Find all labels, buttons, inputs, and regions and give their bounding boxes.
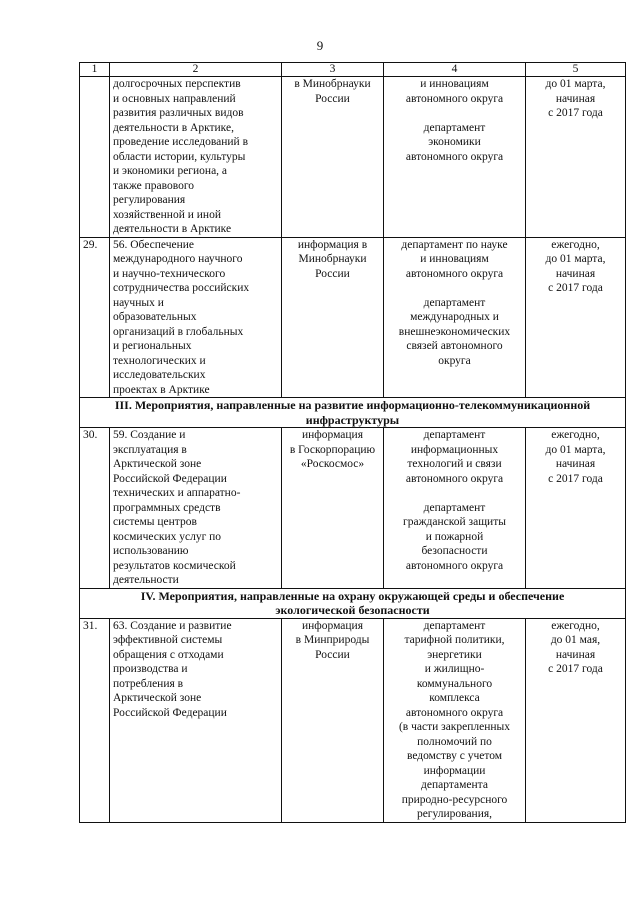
executor-cell xyxy=(384,618,526,822)
text-line: (в части закрепленных xyxy=(398,721,511,733)
executor-cell xyxy=(384,77,526,238)
text-line: до 01 мая, xyxy=(550,634,601,646)
text-line: России xyxy=(315,648,350,661)
text-line: связей автономного xyxy=(406,340,503,352)
text-line: безопасности xyxy=(421,545,488,557)
text-line: ежегодно, xyxy=(551,619,600,632)
activity-cell xyxy=(110,237,282,398)
text-line: области истории, культуры xyxy=(113,150,246,163)
text-line: в Минобрнауки xyxy=(294,78,371,90)
text-line: в Госкорпорацию xyxy=(289,443,376,456)
text-line: департамент xyxy=(423,296,486,309)
text-line: научных и xyxy=(113,296,164,309)
report-cell xyxy=(282,237,384,398)
section-heading-4 xyxy=(80,588,626,618)
text-line: и региональных xyxy=(113,340,192,352)
text-line: деятельности в Арктике xyxy=(113,223,232,235)
deadline-cell xyxy=(526,77,626,238)
text-line: эффективной системы xyxy=(113,634,223,646)
text-line: хозяйственной и иной xyxy=(113,208,221,221)
text-line: результатов космической xyxy=(113,559,236,572)
text-line: программных средств xyxy=(113,501,221,514)
section-heading-row xyxy=(80,398,626,428)
text-line: международных и xyxy=(410,311,499,323)
text-line: и жилищно- xyxy=(424,663,485,675)
text-line: проектах в Арктике xyxy=(113,383,210,396)
column-number-header: 4 xyxy=(384,63,526,77)
text-line: информация xyxy=(302,429,363,441)
text-line: департамента xyxy=(421,779,488,791)
text-line: IV. Мероприятия, направленные на охрану окружающей среды и обеспечение xyxy=(140,588,565,603)
text-line: автономного округа xyxy=(405,150,504,163)
text-line: департамент по науке xyxy=(401,238,508,251)
deadline-cell xyxy=(526,618,626,822)
text-line: с 2017 года xyxy=(548,107,603,119)
text-line: обращения с отходами xyxy=(113,648,224,661)
text-line: Арктической зоне xyxy=(113,692,202,704)
text-line: внешнеэкономических xyxy=(398,325,511,338)
deadline-cell xyxy=(526,428,626,589)
text-line: использованию xyxy=(113,545,189,557)
text-line: природно-ресурсного xyxy=(401,793,508,806)
text-line: автономного округа xyxy=(405,706,504,719)
paragraph-gap xyxy=(387,486,522,501)
text-line: ежегодно, xyxy=(551,238,600,251)
section-heading-row xyxy=(80,588,626,618)
text-line: организаций в глобальных xyxy=(113,325,244,338)
text-line: информация в xyxy=(297,238,368,251)
text-line: международного научного xyxy=(113,253,243,265)
text-line: ведомству с учетом xyxy=(406,750,503,762)
text-line: до 01 марта, xyxy=(545,253,606,265)
text-line: полномочий по xyxy=(417,735,492,748)
row-number: 30. xyxy=(80,428,110,589)
text-line: и основных направлений xyxy=(113,92,236,105)
text-line: инфраструктуры xyxy=(305,412,400,427)
paragraph-gap xyxy=(387,281,522,296)
text-line: технических и аппаратно- xyxy=(113,487,241,499)
text-line: до 01 марта, xyxy=(545,78,606,90)
table-row xyxy=(80,618,626,822)
text-line: автономного округа xyxy=(405,92,504,105)
text-line: 56. Обеспечение xyxy=(113,238,195,251)
text-line: с 2017 года xyxy=(548,663,603,675)
text-line: информация xyxy=(302,619,363,632)
text-line: департамент xyxy=(423,501,486,514)
activities-table xyxy=(79,62,626,823)
table-header-row xyxy=(80,63,626,77)
text-line: с 2017 года xyxy=(548,472,603,485)
text-line: и инновациям xyxy=(420,78,489,90)
deadline-cell xyxy=(526,237,626,398)
text-line: 59. Создание и xyxy=(113,429,186,441)
text-line: начиная xyxy=(555,267,596,280)
text-line: Российской Федерации xyxy=(113,706,227,719)
text-line: Арктической зоне xyxy=(113,458,202,470)
text-line: потребления в xyxy=(113,677,184,690)
activity-cell xyxy=(110,618,282,822)
column-number-header: 3 xyxy=(282,63,384,77)
text-line: Минобрнауки xyxy=(298,253,367,265)
text-line: информационных xyxy=(410,443,499,456)
text-line: гражданской защиты xyxy=(403,516,506,528)
table-row xyxy=(80,77,626,238)
text-line: технологий и связи xyxy=(407,458,502,470)
text-line: начиная xyxy=(555,458,596,470)
text-line: деятельности xyxy=(113,574,179,586)
table-row xyxy=(80,237,626,398)
report-cell xyxy=(282,618,384,822)
text-line: энергетики xyxy=(427,648,482,661)
row-number xyxy=(80,77,110,238)
text-line: проведение исследований в xyxy=(113,136,249,148)
text-line: регулирования, xyxy=(416,808,493,820)
text-line: департамент xyxy=(423,121,486,134)
text-line: исследовательских xyxy=(113,369,206,381)
page-number: 9 xyxy=(316,38,324,53)
text-line: автономного округа xyxy=(405,267,504,280)
text-line: Российской Федерации xyxy=(113,472,227,485)
table-row xyxy=(80,428,626,589)
text-line: и пожарной xyxy=(425,530,484,543)
text-line: и научно-технического xyxy=(113,267,226,280)
text-line: начиная xyxy=(555,648,596,661)
text-line: округа xyxy=(438,354,471,367)
text-line: начиная xyxy=(555,92,596,105)
text-line: также правового xyxy=(113,179,195,192)
text-line: производства и xyxy=(113,663,188,675)
text-line: образовательных xyxy=(113,311,197,323)
text-line: комплекса xyxy=(429,692,480,704)
column-number-header: 5 xyxy=(526,63,626,77)
text-line: ежегодно, xyxy=(551,429,600,441)
text-line: и экономики региона, а xyxy=(113,165,228,177)
text-line: системы центров xyxy=(113,516,197,528)
text-line: технологических и xyxy=(113,354,206,367)
text-line: экологической безопасности xyxy=(275,603,430,617)
text-line: долгосрочных перспектив xyxy=(113,78,241,90)
text-line: до 01 марта, xyxy=(545,443,606,456)
text-line: информации xyxy=(423,764,486,777)
section-heading-3 xyxy=(80,398,626,428)
text-line: сотрудничества российских xyxy=(113,282,250,294)
paragraph-gap xyxy=(387,106,522,121)
text-line: эксплуатация в xyxy=(113,443,187,456)
activity-cell xyxy=(110,77,282,238)
row-number: 29. xyxy=(80,237,110,398)
report-cell xyxy=(282,77,384,238)
text-line: коммунального xyxy=(416,677,493,690)
text-line: регулирования xyxy=(113,194,186,206)
text-line: развития различных видов xyxy=(113,107,244,119)
text-line: России xyxy=(315,92,350,105)
text-line: III. Мероприятия, направленные на развитие информационно-телекоммуникационной xyxy=(114,398,591,412)
executor-cell xyxy=(384,428,526,589)
activity-cell xyxy=(110,428,282,589)
executor-cell xyxy=(384,237,526,398)
text-line: тарифной политики, xyxy=(404,634,505,646)
text-line: экономики xyxy=(428,136,481,148)
text-line: России xyxy=(315,267,350,280)
text-line: автономного округа xyxy=(405,472,504,485)
text-line: и инновациям xyxy=(420,253,489,265)
text-line: в Минприроды xyxy=(295,634,370,646)
report-cell xyxy=(282,428,384,589)
text-line: «Роскосмос» xyxy=(300,458,365,470)
column-number-header: 1 xyxy=(80,63,110,77)
text-line: с 2017 года xyxy=(548,282,603,294)
text-line: автономного округа xyxy=(405,559,504,572)
text-line: департамент xyxy=(423,429,486,441)
text-line: 63. Создание и развитие xyxy=(113,619,232,632)
text-line: деятельности в Арктике, xyxy=(113,121,234,134)
row-number: 31. xyxy=(80,618,110,822)
column-number-header: 2 xyxy=(110,63,282,77)
text-line: департамент xyxy=(423,619,486,632)
text-line: космических услуг по xyxy=(113,530,222,543)
